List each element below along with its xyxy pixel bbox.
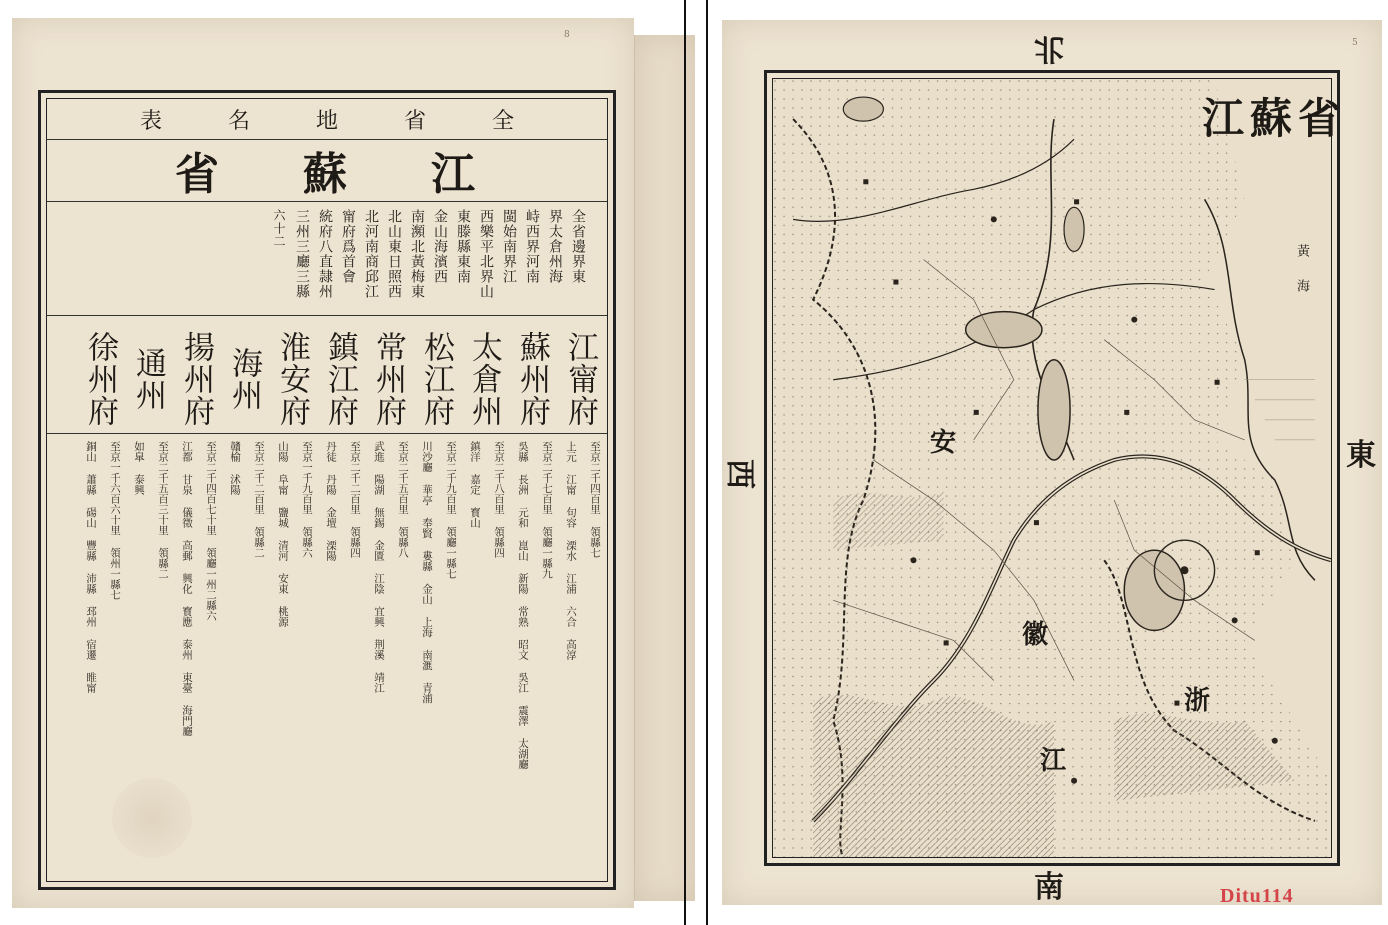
prefecture-name: 太倉州 [466, 331, 502, 427]
detail-counties: 丹徒 丹陽 金壇 溧陽 [325, 441, 337, 561]
detail-distance: 至京一千六百六十里 領州一縣七 [109, 441, 121, 600]
region-label-zhejiang-2: 江 [1040, 746, 1067, 776]
place-name-table [38, 90, 616, 890]
boundary-line: 北河南商邱江 [363, 209, 379, 299]
prefecture-detail [219, 433, 267, 881]
title-char: 江 [431, 149, 479, 200]
detail-counties: 贛榆 沭陽 [229, 441, 241, 495]
prefecture-detail [411, 433, 459, 881]
sea-label-char-2: 海 [1294, 279, 1309, 292]
detail-distance: 至京二千七百里 領廳一縣九 [541, 441, 553, 579]
header-char: 地 [315, 108, 338, 134]
sea-label [1294, 244, 1308, 292]
detail-counties: 川沙廳 華亭 奉賢 婁縣 金山 上海 南滙 青浦 [421, 441, 433, 704]
detail-counties: 鎮洋 嘉定 寳山 [469, 441, 481, 528]
detail-distance: 至京二千四百里 領縣七 [589, 441, 601, 558]
boundary-line: 閩始南界江 [501, 209, 517, 284]
detail-counties: 銅山 蕭縣 碭山 豐縣 沛縣 邳州 宿遷 睢甯 [85, 441, 97, 693]
faded-stamp [112, 778, 192, 858]
header-char: 表 [139, 108, 162, 134]
header-char: 名 [227, 108, 250, 134]
boundary-line: 南瀕北黃梅東 [409, 209, 425, 299]
map-title: 江蘇省 [1201, 94, 1346, 143]
boundary-line: 全省邊界東 [570, 209, 586, 284]
prefecture-name: 徐州府 [82, 331, 118, 427]
binding-line [684, 0, 686, 925]
header-char: 全 [491, 108, 514, 134]
boundary-line: 東滕縣東南 [455, 209, 471, 284]
prefecture-detail [315, 433, 363, 881]
compass-east: 東 [1346, 438, 1376, 473]
page-number: 8 [564, 30, 570, 40]
detail-distance: 至京二千四百七十里 領廳一州二縣六 [205, 441, 217, 621]
table-title [47, 139, 607, 202]
compass-south: 南 [1034, 870, 1064, 905]
prefecture-detail [555, 433, 603, 881]
binding-line [706, 0, 708, 925]
detail-counties: 江都 甘泉 儀徵 高郵 興化 寳應 泰州 東臺 海門廳 [181, 441, 193, 737]
right-page [722, 20, 1382, 905]
boundary-line: 北山東日照西 [386, 209, 402, 299]
compass-west: 西 [722, 459, 757, 489]
region-label-anhui-1: 安 [930, 428, 957, 458]
page-label: 六十二 [272, 209, 286, 248]
detail-distance: 至京二千五百三十里 領縣二 [157, 441, 169, 579]
detail-counties: 吳縣 長洲 元和 崑山 新陽 常熟 昭文 吳江 震澤 太湖廳 [517, 441, 529, 770]
detail-distance: 至京一千九百里 領縣六 [301, 441, 313, 558]
boundary-line: 三州三廳三縣 [294, 209, 310, 299]
compass-north: 北 [1034, 31, 1064, 66]
left-page [12, 18, 634, 908]
detail-counties: 武進 陽湖 無錫 金匱 江陰 宜興 荆溪 靖江 [373, 441, 385, 693]
prefecture-detail [507, 433, 555, 881]
detail-distance: 至京二千二百里 領縣二 [253, 441, 265, 558]
detail-distance: 至京二千九百里 領廳一縣七 [445, 441, 457, 579]
prefecture-name: 常州府 [370, 331, 406, 427]
prefecture-name: 鎮江府 [322, 331, 358, 427]
region-label-anhui-2: 徽 [1022, 620, 1049, 650]
boundary-line: 甯府爲首會 [340, 209, 356, 284]
detail-distance: 至京二千二百里 領縣四 [349, 441, 361, 558]
prefecture-name: 蘇州府 [514, 331, 550, 427]
region-label-zhejiang-1: 浙 [1184, 686, 1211, 716]
boundary-line: 峙西界河南 [524, 209, 540, 284]
detail-counties: 如臯 泰興 [133, 441, 145, 495]
title-char: 蘇 [303, 149, 351, 200]
table-header [47, 99, 607, 140]
detail-distance: 至京二千五百里 領縣八 [397, 441, 409, 558]
page-number: 5 [1352, 38, 1358, 48]
prefecture-detail [363, 433, 411, 881]
prefecture-detail [267, 433, 315, 881]
prefecture-list [47, 315, 607, 434]
boundary-line: 統府八直隷州 [317, 209, 333, 299]
boundary-line: 西樂平北界山 [478, 209, 494, 299]
prefecture-name: 通州 [130, 347, 166, 411]
detail-counties: 山陽 阜甯 鹽城 清河 安東 桃源 [277, 441, 289, 627]
prefecture-name: 淮安府 [274, 331, 310, 427]
watermark-logo: Ditu114 [1220, 885, 1294, 907]
prefecture-name: 揚州府 [178, 331, 214, 427]
prefecture-name: 海州 [226, 347, 262, 411]
sea-label-char-1: 黃 [1294, 244, 1309, 257]
boundary-line: 界太倉州海 [547, 209, 563, 284]
boundary-line: 金山海濱西 [432, 209, 448, 284]
prefecture-detail [459, 433, 507, 881]
header-char: 省 [403, 108, 426, 134]
prefecture-name: 江甯府 [562, 331, 598, 427]
boundary-description [47, 201, 607, 316]
detail-distance: 至京二千八百里 領縣四 [493, 441, 505, 558]
prefecture-name: 松江府 [418, 331, 454, 427]
detail-counties: 上元 江甯 句容 溧水 江浦 六合 高淳 [565, 441, 577, 660]
title-char: 省 [175, 149, 223, 200]
